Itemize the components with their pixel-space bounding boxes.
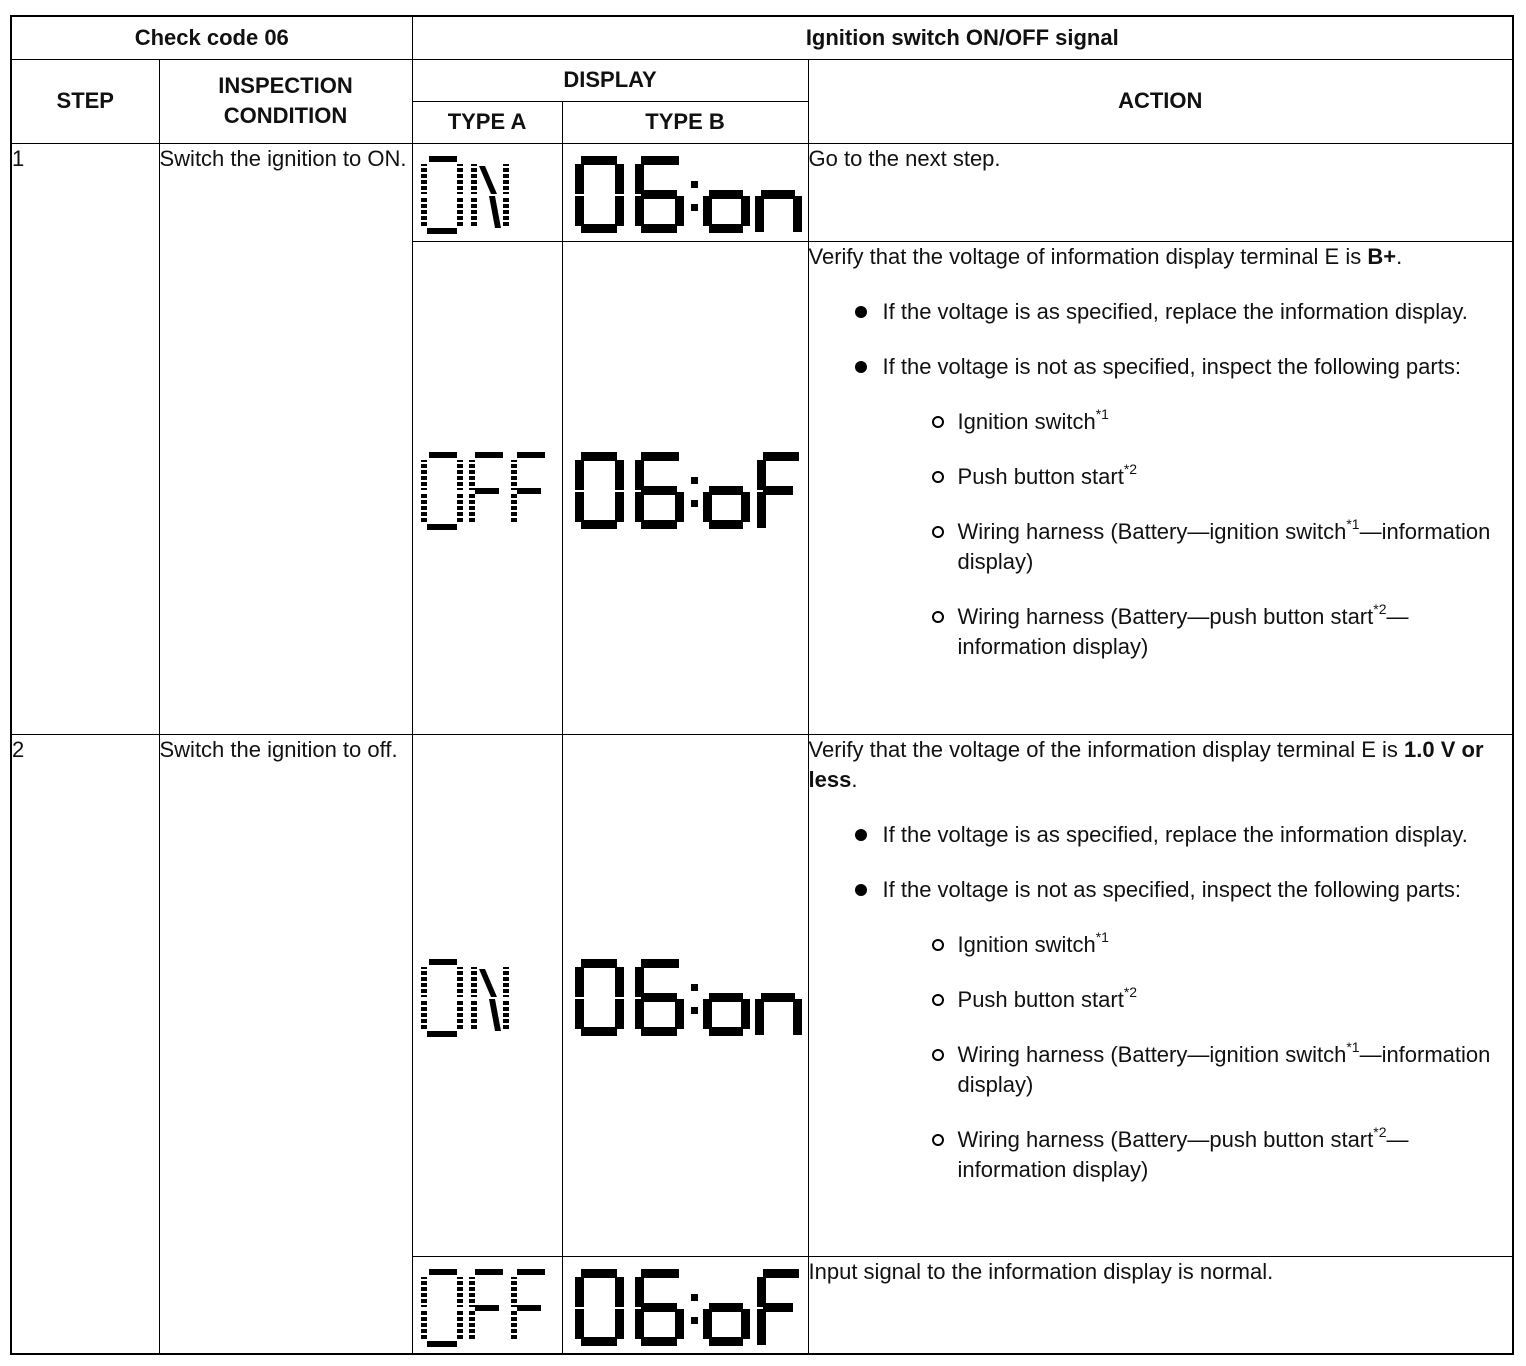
display-a-on-1 [412,143,562,241]
part-ignition-switch: Ignition switch$^{*1}$ [809,407,1513,437]
step-2-off-action: Input signal to the information display is normal. [808,1256,1513,1354]
display-b-off-1 [562,241,808,734]
step-1-on-action: Go to the next step. [808,143,1513,241]
bullet-inspect: If the voltage is not as specified, inspect the following parts: [809,352,1513,382]
bullet-inspect: If the voltage is not as specified, inspect the following parts: [809,875,1513,905]
type-a-header: TYPE A [412,101,562,143]
step-2-on-action [808,734,1513,1256]
step-2-condition: Switch the ignition to off. [159,734,412,1354]
lcd-type-a-off [413,440,563,536]
signal-title: Ignition switch ON/OFF signal [412,16,1513,59]
check-code-title: Check code 06 [11,16,412,59]
step-1-number: 1 [11,143,159,734]
check-code-table [10,15,1514,1355]
step-2-number: 2 [11,734,159,1354]
display-b-on-1 [562,143,808,241]
display-b-off-2 [562,1256,808,1354]
display-header: DISPLAY [412,59,808,101]
part-push-button-start: Push button start$^{*2}$ [809,462,1513,492]
part-wiring-harness-push-button: Wiring harness (Battery—push button start$^{*2}$—information display) [809,602,1513,662]
bullet-replace: If the voltage is as specified, replace the information display. [809,297,1513,327]
lcd-type-b-on [563,144,809,240]
lcd-type-a-on [413,144,563,240]
display-a-on-2 [412,734,562,1256]
part-ignition-switch: Ignition switch$^{*1}$ [809,930,1513,960]
display-a-off-2 [412,1256,562,1354]
lcd-type-a-on [413,947,563,1043]
display-a-off-1 [412,241,562,734]
condition-header-line2: CONDITION [223,103,348,128]
step-1-off-action [808,241,1513,734]
action-header: ACTION [808,59,1513,143]
lcd-type-a-off [413,1257,563,1353]
step-1-condition: Switch the ignition to ON. [159,143,412,734]
part-wiring-harness-push-button: Wiring harness (Battery—push button start$^{*2}$—information display) [809,1125,1513,1185]
lcd-type-b-on [563,947,809,1043]
part-push-button-start: Push button start$^{*2}$ [809,985,1513,1015]
verify-text: Verify that the voltage of information display terminal E is B+. [808,243,1403,269]
type-b-header: TYPE B [562,101,808,143]
part-wiring-harness-ignition: Wiring harness (Battery—ignition switch$^{*1}$—information display) [809,1040,1513,1100]
lcd-type-b-off [563,1257,809,1353]
verify-text: Verify that the voltage of the information display terminal E is 1.0 V or less. [808,736,1484,792]
step-header: STEP [11,59,159,143]
condition-header [159,59,412,143]
part-wiring-harness-ignition: Wiring harness (Battery—ignition switch$^{*1}$—information display) [809,517,1513,577]
condition-header-line1: INSPECTION [218,73,353,98]
display-b-on-2 [562,734,808,1256]
lcd-type-b-off [563,440,809,536]
bullet-replace: If the voltage is as specified, replace the information display. [809,820,1513,850]
